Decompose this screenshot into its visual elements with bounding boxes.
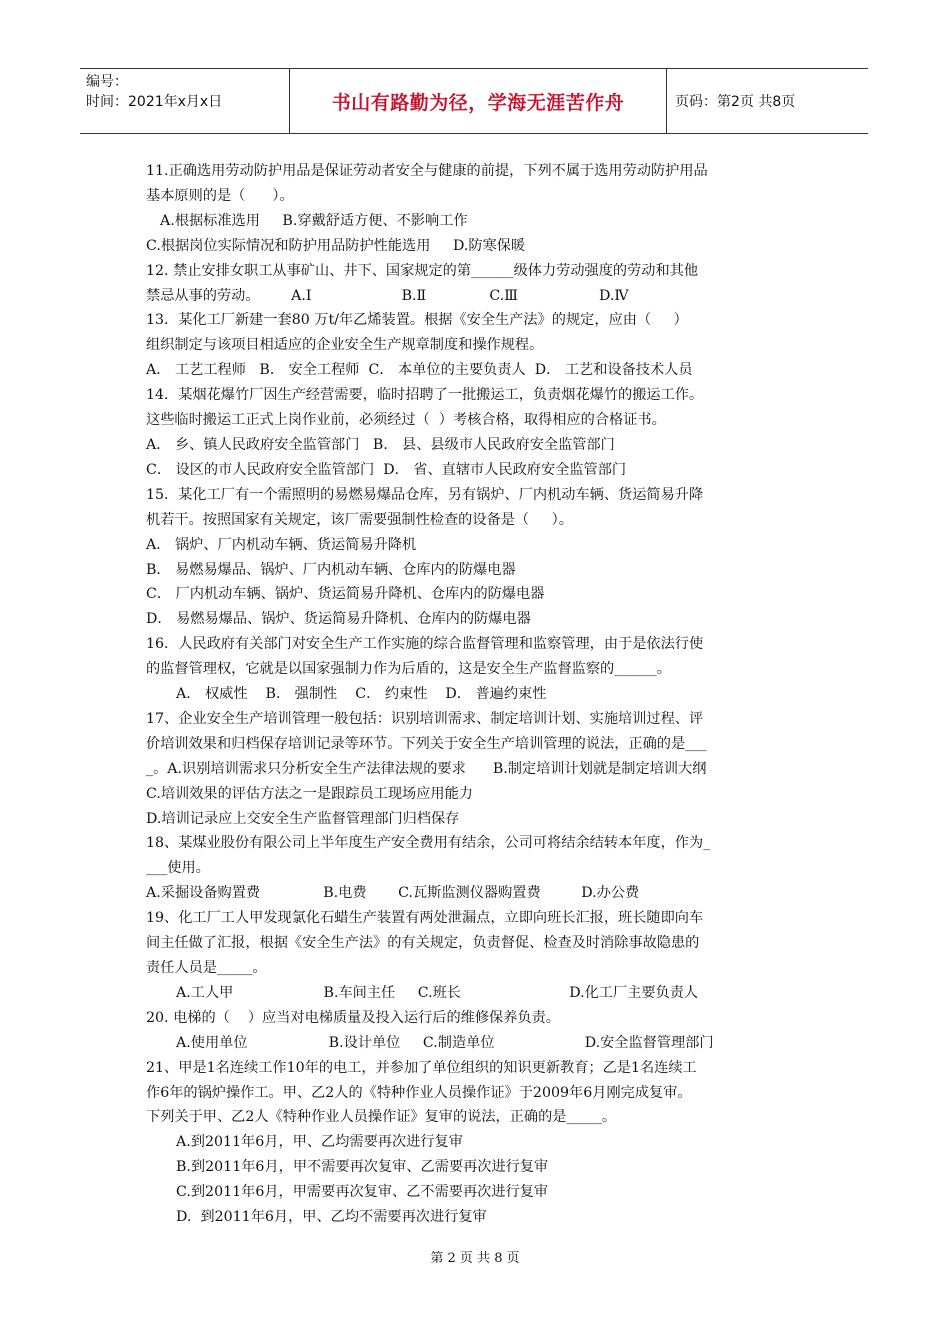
text-line: A.到2011年6月，甲、乙均需要再次进行复审 [176,1134,463,1151]
page-footer: 第 2 页 共 8 页 [430,1251,520,1266]
text-line: A.根据标准选用 B.穿戴舒适方便、不影响工作 [160,212,468,229]
text-line: 11.正确选用劳动防护用品是保证劳动者安全与健康的前提，下列不属于选用劳动防护用品 [146,163,708,179]
text-line: B． 易燃易爆品、锅炉、厂内机动车辆、仓库内的防爆电器 [146,561,516,578]
text-line: D． 易燃易爆品、锅炉、货运简易升降机、仓库内的防爆电器 [146,611,531,628]
text-line: C.到2011年6月，甲需要再次复审、乙不需要再次进行复审 [176,1184,549,1201]
text-line: 禁忌从事的劳动。 A.Ⅰ B.Ⅱ C.Ⅲ D.Ⅳ [146,287,629,304]
text-line: 13．某化工厂新建一套80 万t/年乙烯装置。根据《安全生产法》的规定，应由（ ） [146,312,688,329]
text-line: ___使用。 [146,860,210,877]
text-line: D.培训记录应上交安全生产监督管理部门归档保存 [146,810,460,827]
text-line: A． 权威性 B． 强制性 C． 约束性 D． 普遍约束性 [176,686,547,703]
text-line: 14．某烟花爆竹厂因生产经营需要，临时招聘了一批搬运工，负责烟花爆竹的搬运工作。 [146,387,704,404]
text-line: 作6年的锅炉操作工。甲、乙2人的《特种作业人员操作证》于2009年6月刚完成复审。 [146,1084,692,1101]
document-date-label: 时间：2021年x月x日 [86,94,223,110]
text-line: 21、甲是1名连续工作10年的电工，并参加了单位组织的知识更新教育；乙是1名连续工 [146,1059,697,1076]
text-line: A.工人甲 B.车间主任 C.班长 D.化工厂主要负责人 [176,984,699,1001]
text-line: 的监督管理权，它就是以国家强制力作为后盾的，这是安全生产监督监察的______。 [146,661,671,678]
header-page-label: 页码：第2页 共8页 [675,94,796,110]
text-line: A． 乡、镇人民政府安全监管部门 B． 县、县级市人民政府安全监管部门 [146,436,615,453]
text-line: 价培训效果和归档保存培训记录等环节。下列关于安全生产培训管理的说法，正确的是___ [146,735,707,752]
text-line: 20. 电梯的（ ）应当对电梯质量及投入运行后的维修保养负责。 [146,1009,560,1026]
text-line: 17、企业安全生产培训管理一般包括：识别培训需求、制定培训计划、实施培训过程、评 [146,710,704,727]
page-header [80,68,868,134]
text-line: B.到2011年6月，甲不需要再次复审、乙需要再次进行复审 [176,1159,549,1176]
text-line: 间主任做了汇报，根据《安全生产法》的有关规定，负责督促、检查及时消除事故隐患的 [146,935,700,952]
header-meta [80,69,290,133]
text-line: 基本原则的是（ ）。 [146,187,294,204]
text-line: D. 到2011年6月，甲、乙均不需要再次进行复审 [176,1209,487,1226]
text-line: 责任人员是_____。 [146,960,267,976]
text-line: A.采掘设备购置费 B.电费 C.瓦斯监测仪器购置费 D.办公费 [146,885,640,902]
text-line: 下列关于甲、乙2人《特种作业人员操作证》复审的说法，正确的是_____。 [146,1109,617,1126]
text-line: 组织制定与该项目相适应的企业安全生产规章制度和操作规程。 [146,337,544,354]
text-line: C.培训效果的评估方法之一是跟踪员工现场应用能力 [146,785,473,802]
text-line: 机若干。按照国家有关规定，该厂需要强制性检查的设备是（ ）。 [146,511,573,528]
text-line: C． 设区的市人民政府安全监管部门 D． 省、直辖市人民政府安全监管部门 [146,461,627,478]
text-line: 18、某煤业股份有限公司上半年度生产安全费用有结余，公司可将结余结转本年度，作为_ [146,835,711,852]
text-line: _。A.识别培训需求只分析安全生产法律法规的要求 B.制定培训计划就是制定培训大纲 [146,760,707,777]
document-number-label: 编号： [86,74,128,90]
text-line: 15．某化工厂有一个需照明的易燃易爆品仓库，另有锅炉、厂内机动车辆、货运简易升降 [146,486,704,503]
text-line: A． 锅炉、厂内机动车辆、货运简易升降机 [146,536,417,553]
text-line: 19、化工厂工人甲发现氯化石蜡生产装置有两处泄漏点，立即向班长汇报，班长随即向车 [146,910,704,927]
text-line: 这些临时搬运工正式上岗作业前，必须经过（ ）考核合格，取得相应的合格证书。 [146,412,666,429]
text-line: A.使用单位 B.设计单位 C.制造单位 D.安全监督管理部门 [176,1034,714,1051]
text-line: C.根据岗位实际情况和防护用品防护性能选用 D.防寒保暖 [146,237,526,254]
text-line: A． 工艺工程师 B． 安全工程师 C． 本单位的主要负责人 D． 工艺和设备技术人员 [146,362,693,379]
header-motto: 书山有路勤为径，学海无涯苦作舟 [290,69,667,133]
text-line: C． 厂内机动车辆、锅炉、货运简易升降机、仓库内的防爆电器 [146,586,545,603]
text-line: 12. 禁止安排女职工从事矿山、井下、国家规定的第______级体力劳动强度的劳动和其他 [146,262,699,279]
text-line: 16．人民政府有关部门对安全生产工作实施的综合监督管理和监察管理，由于是依法行使 [146,636,704,653]
question-body [146,159,811,1230]
